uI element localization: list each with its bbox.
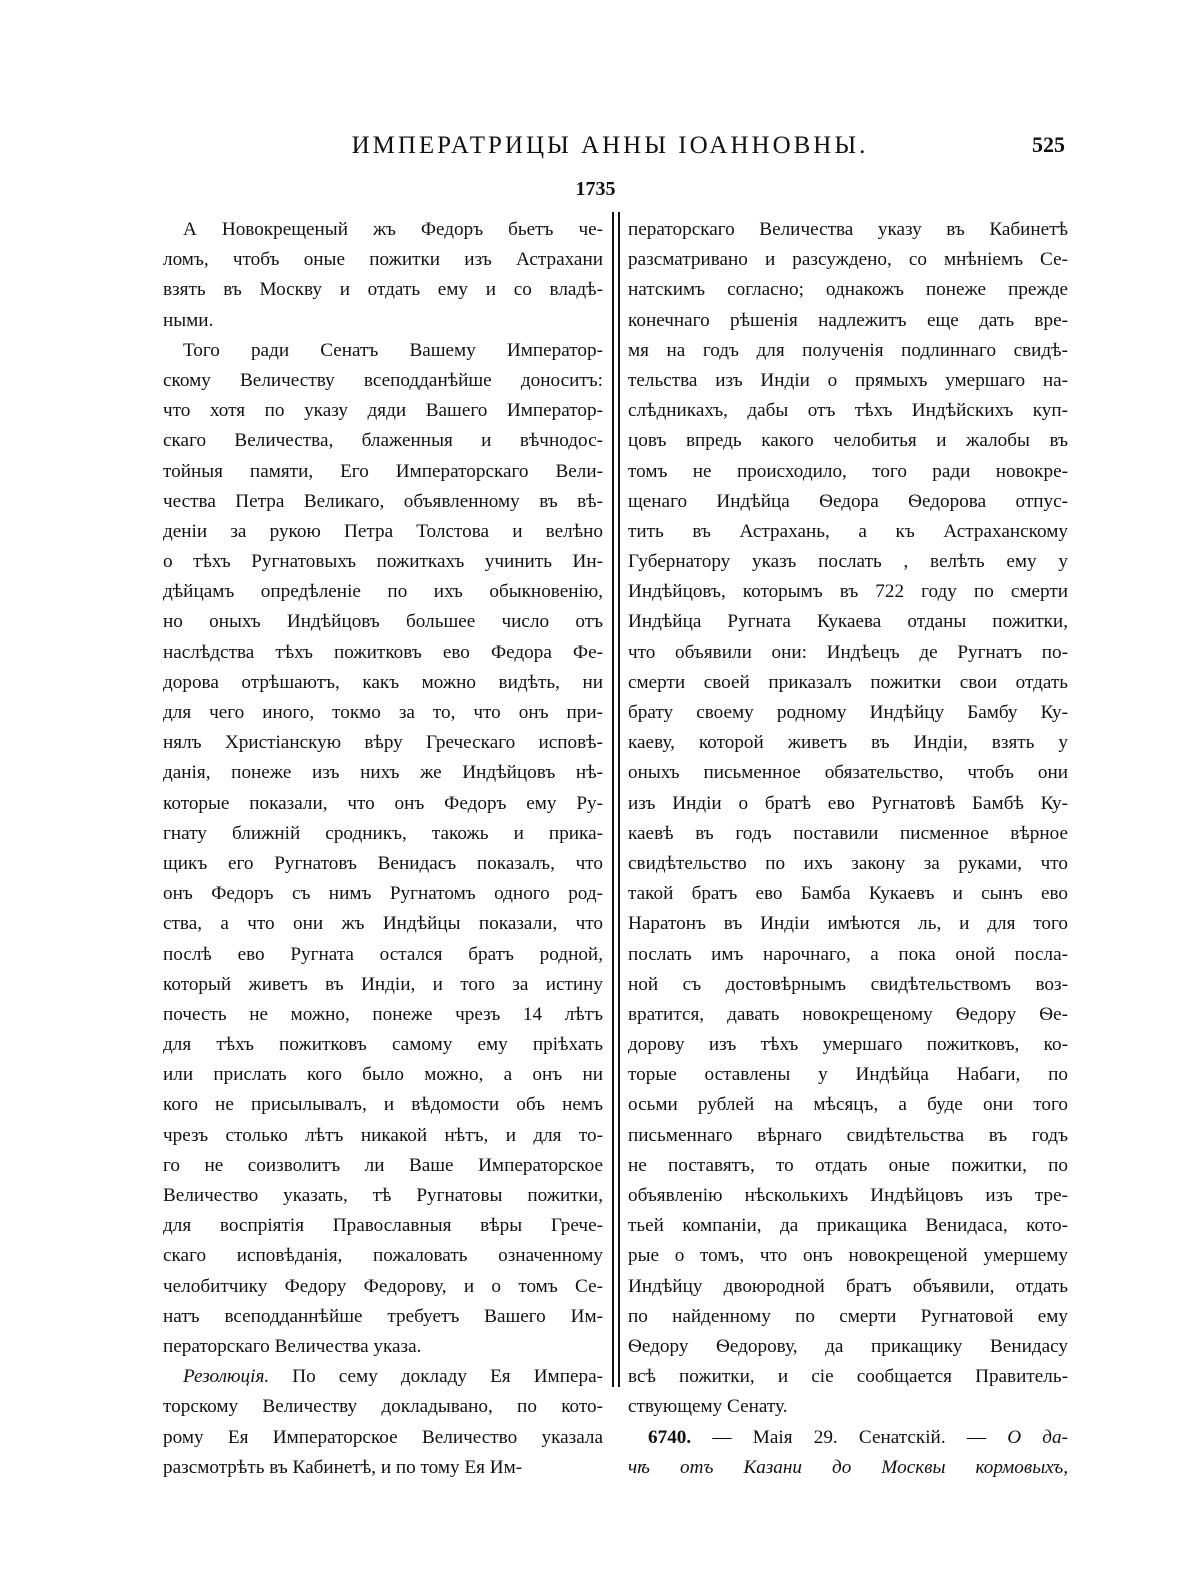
text-line: Резолюція. По сему докладу Ея Импера- xyxy=(183,1366,603,1388)
text-line: Того ради Сенатъ Вашему Император- xyxy=(183,339,603,361)
text-line: ператорскаго Величества указу въ Кабинетѣ xyxy=(628,219,1068,240)
text-line: торые оставлены у Индѣйца Набаги, по xyxy=(628,1064,1068,1086)
text-line: гнату ближній сродникъ, такожь и прика- xyxy=(163,822,603,844)
text-line: послѣ ево Ругната остался братъ родной, xyxy=(163,943,603,965)
text-line: Наратонъ въ Индіи имѣются ль, и для того xyxy=(628,913,1068,935)
text-line: кого не присылывалъ, и вѣдомости объ немъ xyxy=(163,1094,603,1116)
text-line: о тѣхъ Ругнатовыхъ пожиткахъ учинить Ин- xyxy=(163,551,603,573)
text-line: скому Величеству всеподданѣйше доноситъ: xyxy=(163,369,603,391)
text-line: тить въ Астрахань, а къ Астраханскому xyxy=(628,520,1068,542)
text-line: ной съ достовѣрнымъ свидѣтельствомъ воз- xyxy=(628,973,1068,995)
text-line: ства, а что они жъ Индѣйцы показали, что xyxy=(163,913,603,935)
text-line: Индѣйца Ругната Кукаева отданы пожитки, xyxy=(628,611,1068,633)
year-marker: 1735 xyxy=(575,178,616,200)
text-line: наслѣдства тѣхъ пожитковъ ево Федора Фе- xyxy=(163,641,603,663)
text-line: каеву, которой живетъ въ Индіи, взять у xyxy=(628,732,1068,754)
text-line: каевѣ въ годъ поставили писменное вѣрное xyxy=(628,822,1068,844)
text-line: скаго Величества, блаженныя и вѣчнодос- xyxy=(163,430,603,452)
page-header xyxy=(155,132,1065,172)
text-line: тельства изъ Индіи о прямыхъ умершаго на- xyxy=(628,369,1068,391)
text-line: щикъ его Ругнатовъ Венидасъ показалъ, что xyxy=(163,852,603,874)
text-line: дорова отрѣшаютъ, какъ можно видѣть, ни xyxy=(163,671,603,693)
text-line: ными. xyxy=(163,309,214,331)
text-line: вратится, давать новокрещеному Ѳедору Ѳе- xyxy=(628,1003,1068,1025)
text-line: ломъ, чтобъ оные пожитки изъ Астрахани xyxy=(163,249,603,271)
page-number: 525 xyxy=(1032,132,1065,157)
text-line: что объявили они: Индѣецъ де Ругнатъ по- xyxy=(628,641,1068,663)
text-line: который живетъ въ Индіи, и того за истину xyxy=(163,973,603,995)
text-line: челобитчику Федору Федорову, и о томъ Се- xyxy=(163,1275,603,1297)
text-line: дорову изъ тѣхъ умершаго пожитковъ, ко- xyxy=(628,1034,1068,1056)
text-line: онъ Федоръ съ нимъ Ругнатомъ одного род- xyxy=(163,883,603,905)
text-line: данія, понеже изъ нихъ же Индѣйцовъ нѣ- xyxy=(163,762,603,784)
text-line: оныхъ письменное обязательство, чтобъ они xyxy=(628,762,1068,784)
text-line: объявленію нѣсколькихъ Индѣйцовъ изъ тре- xyxy=(628,1185,1068,1206)
text-line: по найденному по смерти Ругнатовой ему xyxy=(628,1305,1068,1327)
text-line: почесть не можно, понеже чрезъ 14 лѣтъ xyxy=(163,1003,603,1025)
text-line: не поставятъ, то отдать оные пожитки, по xyxy=(628,1154,1068,1176)
text-line: Индѣйцовъ, которымъ въ 722 году по смерти xyxy=(628,581,1068,603)
text-line: цовъ впредь какого челобитья и жалобы въ xyxy=(628,430,1068,452)
text-line: изъ Индіи о братѣ ево Ругнатовѣ Бамбѣ Ку- xyxy=(628,792,1068,814)
text-line: слѣдникахъ, дабы отъ тѣхъ Индѣйскихъ куп- xyxy=(628,400,1068,422)
text-line: чества Петра Великаго, объявленному въ вѣ- xyxy=(163,490,603,512)
text-line: чрезъ столько лѣтъ никакой нѣтъ, и для то- xyxy=(163,1124,603,1146)
text-line: рые о томъ, что онъ новокрещеной умершему xyxy=(628,1245,1068,1267)
text-line: Губернатору указъ послать , велѣть ему у xyxy=(628,551,1068,573)
text-line: томъ не происходило, того ради новокре- xyxy=(628,460,1068,482)
text-line: А Новокрещеный жъ Федоръ бьетъ че- xyxy=(183,219,603,240)
running-title: ИМПЕРАТРИЦЫ АННЫ ІОАННОВНЫ. xyxy=(351,132,869,159)
text-line: рому Ея Императорское Величество указала xyxy=(163,1426,603,1448)
column-divider xyxy=(612,212,620,1387)
text-line: натъ всеподданнѣйше требуетъ Вашего Им- xyxy=(163,1305,603,1327)
text-line: свидѣтельство по ихъ закону за руками, что xyxy=(628,852,1068,874)
text-line: письменнаго вѣрнаго свидѣтельства въ годъ xyxy=(628,1124,1068,1146)
text-line: дѣйцамъ опредѣленіе по ихъ обыкновенію, xyxy=(163,581,603,603)
text-line: ствующему Сенату. xyxy=(628,1396,788,1418)
text-line: Индѣйцу двоюродной братъ объявили, отдать xyxy=(628,1275,1068,1297)
text-line: деніи за рукою Петра Толстова и велѣно xyxy=(163,520,603,542)
text-line: Ѳедору Ѳедорову, да прикащику Венидасу xyxy=(628,1335,1068,1357)
text-line: Величество указать, тѣ Ругнатовы пожитки, xyxy=(163,1185,603,1206)
text-line: что хотя по указу дяди Вашего Император- xyxy=(163,400,603,422)
text-line: мя на годъ для полученія подлиннаго свидѣ- xyxy=(628,339,1068,361)
text-line: такой братъ ево Бамба Кукаевъ и сынъ ево xyxy=(628,883,1068,905)
text-line: разсмотрѣть въ Кабинетѣ, и по тому Ея Им- xyxy=(163,1456,523,1478)
text-line: для чего иного, токмо за то, что онъ при- xyxy=(163,702,603,723)
text-line: торскому Величеству докладывано, по кото- xyxy=(163,1396,603,1418)
text-line: чѣ отъ Казани до Москвы кормовыхъ, xyxy=(628,1456,1068,1478)
text-line: смерти своей приказалъ пожитки свои отдать xyxy=(628,671,1068,693)
text-line: брату своему родному Индѣйцу Бамбу Ку- xyxy=(628,702,1068,723)
text-line: ператорскаго Величества указа. xyxy=(163,1335,422,1357)
text-line: разсматривано и разсуждено, со мнѣніемъ Се- xyxy=(628,249,1068,271)
left-column xyxy=(163,215,603,1483)
text-line: 6740. — Маія 29. Сенатскій. — О да- xyxy=(648,1426,1068,1448)
text-line: всѣ пожитки, и сіе сообщается Правитель- xyxy=(628,1366,1068,1388)
text-line: нялъ Христіанскую вѣру Греческаго исповѣ- xyxy=(163,732,603,754)
text-line: но оныхъ Индѣйцовъ большее число отъ xyxy=(163,611,603,633)
text-line: тойныя памяти, Его Императорскаго Вели- xyxy=(163,460,603,482)
text-line: конечнаго рѣшенія надлежитъ еще дать вре- xyxy=(628,309,1068,331)
text-line: тьей компаніи, да прикащика Венидаса, кото- xyxy=(628,1215,1068,1237)
text-line: взять въ Москву и отдать ему и со владѣ- xyxy=(163,279,603,301)
right-column xyxy=(628,215,1068,1483)
text-line: для тѣхъ пожитковъ самому ему пріѣхать xyxy=(163,1034,603,1056)
text-line: натскимъ согласно; однакожъ понеже прежде xyxy=(628,279,1068,301)
text-line: которые показали, что онъ Федоръ ему Ру- xyxy=(163,792,603,814)
text-line: послать имъ нарочнаго, а пока оной посла- xyxy=(628,943,1068,965)
text-line: или прислать кого было можно, а онъ ни xyxy=(163,1064,603,1086)
text-line: щенаго Индѣйца Ѳедора Ѳедорова отпус- xyxy=(628,490,1068,512)
text-line: скаго исповѣданія, пожаловать означенному xyxy=(163,1245,603,1267)
text-line: го не соизволитъ ли Ваше Императорское xyxy=(163,1154,603,1176)
text-line: для воспріятія Православныя вѣры Грече- xyxy=(163,1215,603,1237)
text-line: осьми рублей на мѣсяцъ, а буде они того xyxy=(628,1094,1068,1116)
